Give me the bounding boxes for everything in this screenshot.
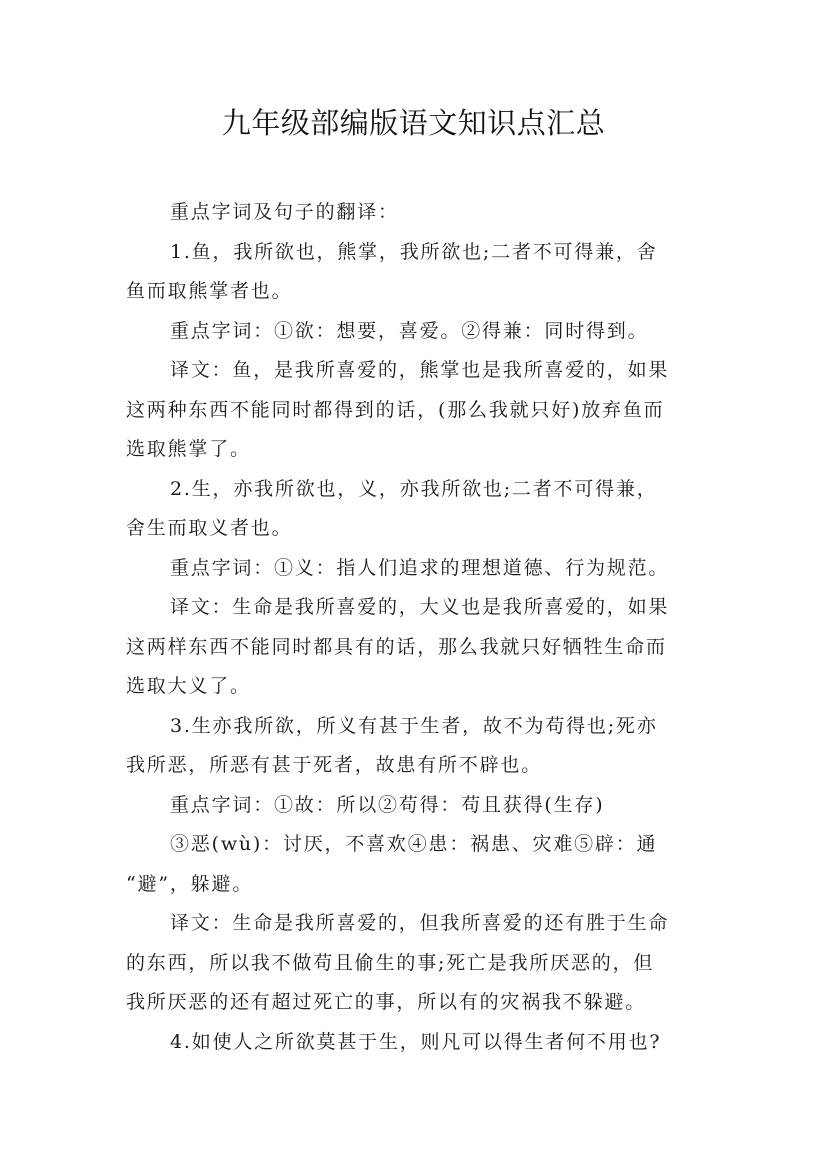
- text-line: 译文：生命是我所喜爱的，大义也是我所喜爱的，如果: [170, 596, 670, 618]
- text-line: 选取大义了。: [126, 675, 251, 697]
- text-line: 4.如使人之所欲莫甚于生，则凡可以得生者何不用也?: [170, 1030, 662, 1053]
- document-title: 九年级部编版语文知识点汇总: [221, 106, 606, 140]
- text-line: 重点字词及句子的翻译：: [170, 201, 399, 223]
- text-line: 重点字词：①义：指人们追求的理想道德、行为规范。: [170, 556, 670, 579]
- text-line: 鱼而取熊掌者也。: [126, 280, 293, 302]
- text-line: 我所恶，所恶有甚于死者，故患有所不辟也。: [126, 754, 543, 776]
- text-line: 这两种东西不能同时都得到的话，(那么我就只好)放弃鱼而: [126, 398, 665, 421]
- text-line: “避”，躲避。: [126, 872, 254, 895]
- text-line: 3.生亦我所欲，所义有甚于生者，故不为苟得也;死亦: [170, 714, 658, 737]
- text-line: ③恶(wù)：讨厌，不喜欢④患：祸患、灾难⑤辟：通: [170, 833, 658, 855]
- text-line: 选取熊掌了。: [126, 438, 251, 460]
- document-body: [126, 193, 716, 1062]
- text-line: 重点字词：①故：所以②苟得：苟且获得(生存): [170, 793, 605, 816]
- text-line: 2.生，亦我所欲也，义，亦我所欲也;二者不可得兼，: [170, 477, 658, 500]
- text-line: 的东西，所以我不做苟且偷生的事;死亡是我所厌恶的，但: [126, 951, 655, 974]
- text-line: 这两样东西不能同时都具有的话，那么我就只好牺牲生命而: [126, 635, 667, 658]
- text-line: 我所厌恶的还有超过死亡的事，所以有的灾祸我不躲避。: [126, 991, 647, 1013]
- text-line: 重点字词：①欲：想要，喜爱。②得兼：同时得到。: [170, 319, 649, 342]
- text-line: 1.鱼，我所欲也，熊掌，我所欲也;二者不可得兼，舍: [170, 240, 658, 263]
- text-line: 译文：生命是我所喜爱的，但我所喜爱的还有胜于生命: [170, 912, 670, 934]
- text-line: 译文：鱼，是我所喜爱的，熊掌也是我所喜爱的，如果: [170, 359, 670, 381]
- text-line: 舍生而取义者也。: [126, 517, 293, 539]
